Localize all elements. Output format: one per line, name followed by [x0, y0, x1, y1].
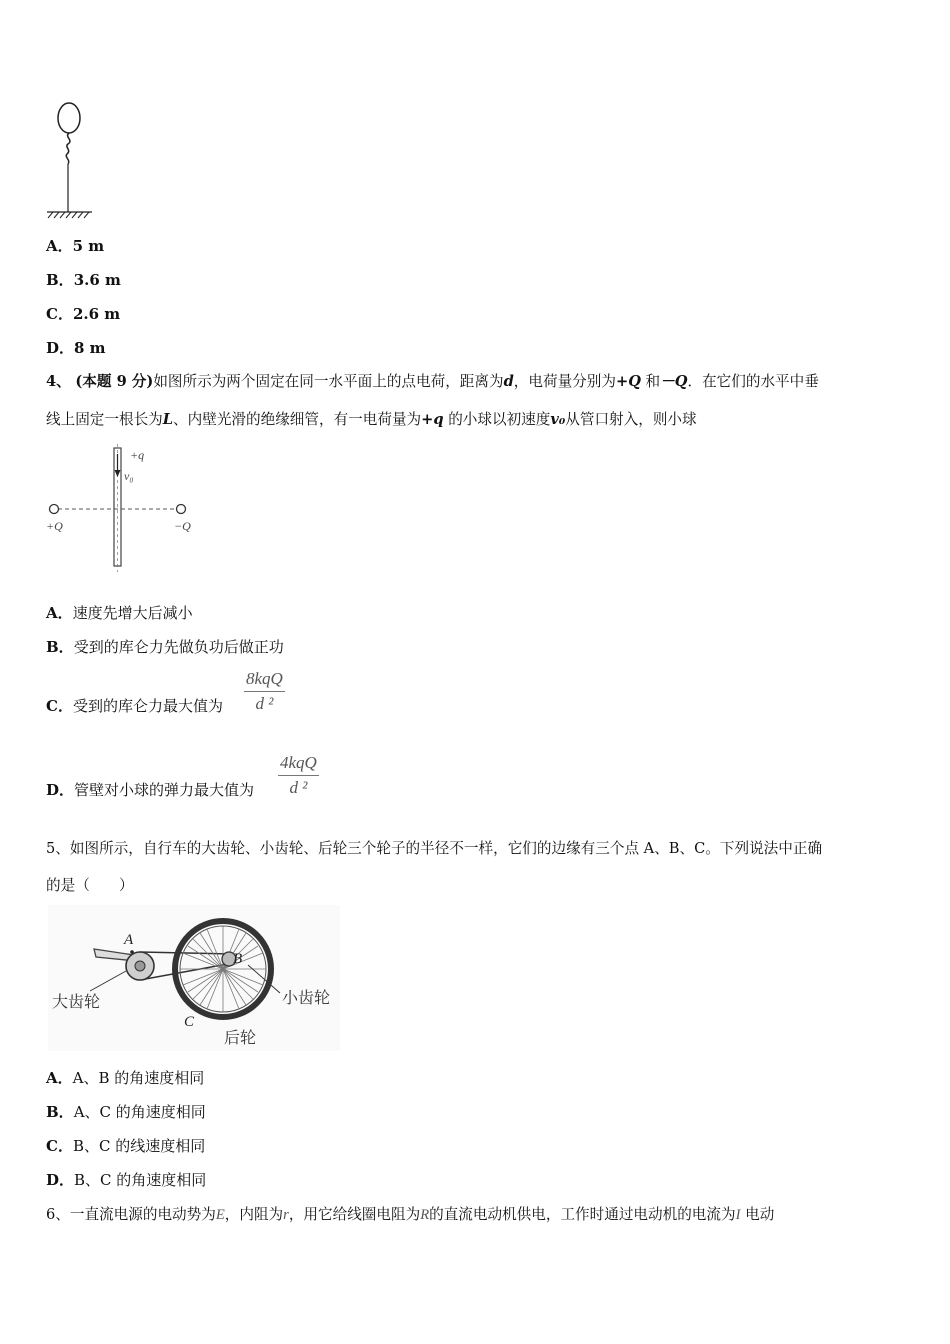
- fraction-4kqQ: [278, 753, 319, 798]
- option-letter: B．: [46, 271, 74, 289]
- option-text: B、C 的线速度相同: [72, 1137, 206, 1155]
- ground-hatch: [48, 212, 89, 218]
- stem-text: ．在它们的水平中垂: [687, 373, 819, 390]
- question-number: 4、: [46, 373, 71, 390]
- stem-text: ，用它给线圈电阻为: [288, 1206, 421, 1223]
- q4-stem-line1: [46, 372, 819, 392]
- option-letter: B．: [46, 638, 74, 656]
- stem-text: 从管口射入，则小球: [565, 411, 697, 428]
- q3-option-a: [46, 236, 104, 256]
- label-rear-wheel: 后轮: [224, 1028, 257, 1047]
- var-minus-Q: －Q: [660, 373, 688, 390]
- option-letter: A．: [46, 604, 73, 622]
- q5-option-d: [46, 1170, 206, 1190]
- q3-option-c: [46, 304, 120, 324]
- label-big-gear: 大齿轮: [52, 992, 101, 1011]
- charge-plus-Q: [50, 505, 59, 514]
- point-A-marker: [130, 950, 134, 954]
- option-text: 2.6 m: [72, 305, 121, 323]
- big-gear-hub: [135, 961, 145, 971]
- q5-stem-line1: 5、如图所示，自行车的大齿轮、小齿轮、后轮三个轮子的半径不一样，它们的边缘有三个点 A、B、C。下列说法中正确: [46, 840, 823, 857]
- option-text: 3.6 m: [73, 271, 121, 289]
- var-plus-Q: +Q: [615, 373, 641, 390]
- label-small-gear: 小齿轮: [282, 988, 331, 1007]
- var-plus-q: +q: [421, 411, 444, 428]
- option-text: A、B 的角速度相同: [72, 1069, 205, 1087]
- option-letter: A．: [46, 237, 73, 255]
- option-letter: C．: [46, 305, 73, 323]
- var-d: d: [503, 373, 514, 390]
- option-text: 管壁对小球的弹力最大值为: [74, 781, 255, 799]
- option-letter: D．: [46, 1171, 75, 1189]
- option-text: 8 m: [74, 339, 106, 357]
- q3-option-b: [46, 270, 121, 290]
- option-letter: B．: [46, 1103, 74, 1121]
- charge-minus-Q: [177, 505, 186, 514]
- stem-text: 的直流电动机供电，工作时通过电动机的电流为: [429, 1206, 736, 1223]
- question-score: (本题 9 分): [75, 373, 154, 390]
- stem-text: 6、一直流电源的电动势为: [46, 1206, 216, 1223]
- fraction-numerator: 4kqQ: [278, 753, 319, 776]
- q4-option-a: [46, 603, 193, 623]
- label-plus-Q: +Q: [46, 519, 63, 533]
- charges-tube-figure: [44, 444, 204, 574]
- q5-option-c: [46, 1136, 205, 1156]
- option-text: 5 m: [72, 237, 105, 255]
- q4-stem-line2: [46, 410, 697, 430]
- option-letter: C．: [46, 697, 73, 715]
- var-I: I: [735, 1207, 741, 1223]
- q5-option-a: [46, 1068, 204, 1088]
- stem-text: 如图所示为两个固定在同一水平面上的点电荷，距离为: [153, 373, 504, 390]
- q5-stem-line2: 的是（ ）: [46, 877, 134, 894]
- fraction-denominator: d ²: [289, 778, 308, 797]
- fraction-8kqQ: [244, 669, 285, 714]
- stem-text: 电动: [745, 1206, 775, 1223]
- q4-option-c: [46, 696, 223, 716]
- var-R: R: [420, 1207, 430, 1223]
- fraction-denominator: d ²: [255, 694, 274, 713]
- q6-stem-line1: [46, 1205, 774, 1225]
- balloon: [58, 103, 80, 133]
- label-plus-q: +q: [130, 448, 145, 462]
- option-text: 速度先增大后减小: [72, 604, 193, 622]
- q5-option-b: [46, 1102, 206, 1122]
- balloon-figure: [44, 100, 96, 222]
- stem-text: 、内壁光滑的绝缘细管，有一电荷量为: [173, 411, 422, 428]
- label-B: B: [233, 951, 243, 967]
- fraction-numerator: 8kqQ: [244, 669, 285, 692]
- stem-text: 的小球以初速度: [443, 411, 551, 428]
- option-letter: D．: [46, 339, 75, 357]
- option-letter: D．: [46, 781, 75, 799]
- var-L: L: [162, 411, 174, 428]
- stem-text: 线上固定一根长为: [46, 411, 163, 428]
- label-C: C: [184, 1014, 195, 1030]
- option-letter: C．: [46, 1137, 73, 1155]
- option-text: A、C 的角速度相同: [73, 1103, 206, 1121]
- option-text: 受到的库仑力最大值为: [72, 697, 223, 715]
- q4-option-d: [46, 780, 254, 800]
- q4-option-b: [46, 637, 284, 657]
- label-A: A: [124, 932, 134, 948]
- stem-text: ，内阻为: [224, 1206, 284, 1223]
- q3-option-d: [46, 338, 106, 358]
- stem-text: 和: [640, 373, 661, 390]
- velocity-arrowhead: [115, 470, 121, 477]
- option-text: 受到的库仑力先做负功后做正功: [73, 638, 284, 656]
- bicycle-gear-figure: [48, 905, 340, 1051]
- option-text: B、C 的角速度相同: [74, 1171, 207, 1189]
- var-r: r: [283, 1207, 289, 1223]
- var-v0: v₀: [550, 411, 566, 428]
- var-E: E: [215, 1207, 225, 1223]
- option-letter: A．: [46, 1069, 73, 1087]
- balloon-knot: [66, 133, 70, 164]
- stem-text: ，电荷量分别为: [513, 373, 616, 390]
- label-minus-Q: −Q: [174, 519, 191, 533]
- label-v0: v₀: [124, 469, 134, 483]
